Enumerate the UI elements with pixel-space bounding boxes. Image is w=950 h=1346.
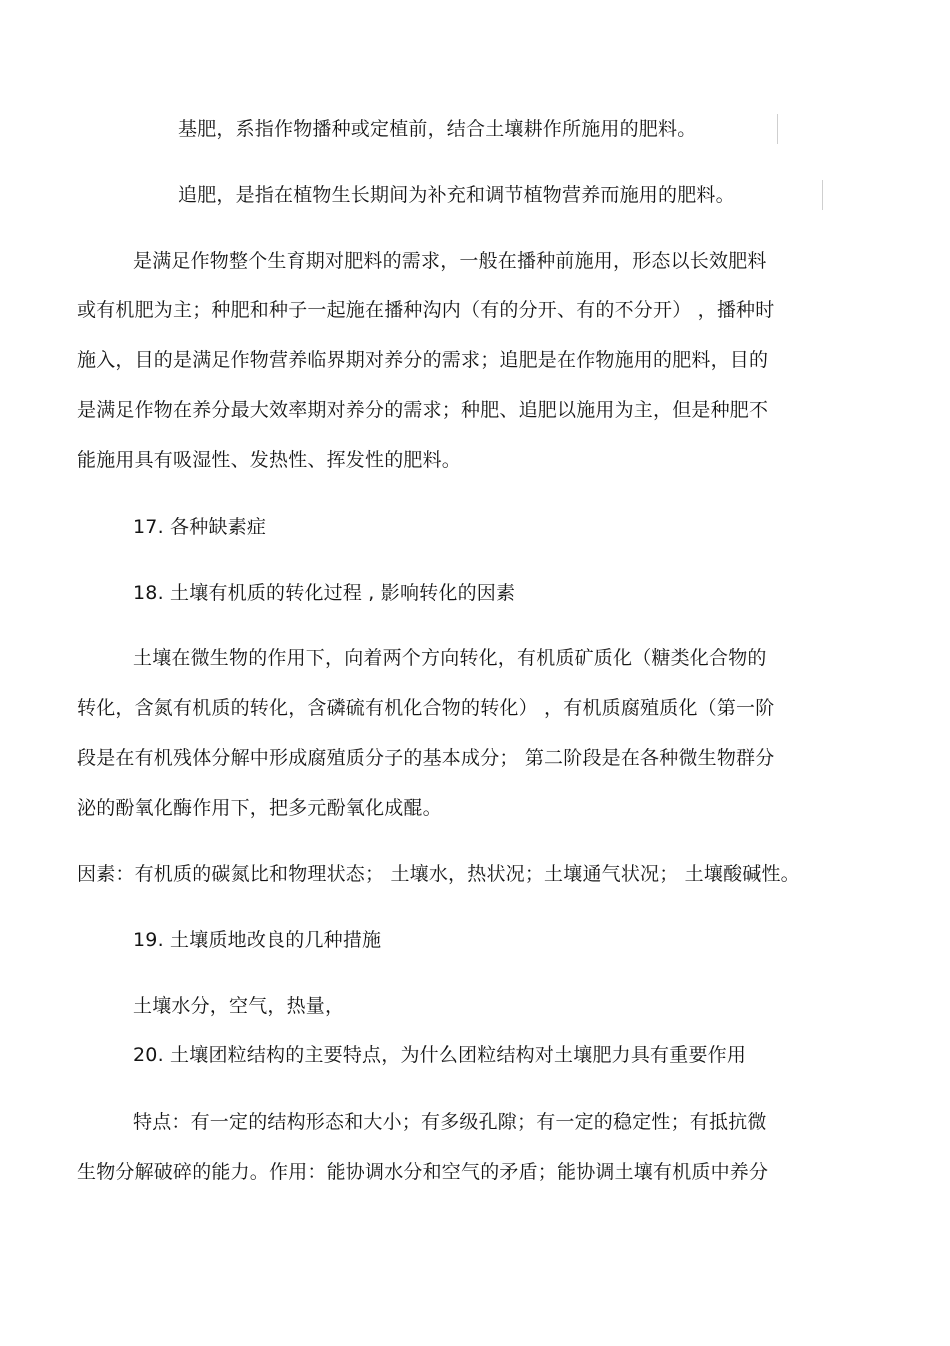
section-heading-18: 18. 土壤有机质的转化过程 , 影响转化的因素 [133, 582, 516, 604]
paragraph-line: 能施用具有吸湿性、发热性、挥发性的肥料。 [77, 449, 462, 471]
paragraph-line: 土壤水分，空气，热量， [133, 995, 345, 1017]
paragraph-line: 是满足作物整个生育期对肥料的需求，一般在播种前施用，形态以长效肥料 [133, 250, 767, 272]
paragraph-line: 泌的酚氧化酶作用下，把多元酚氧化成醌。 [77, 797, 442, 819]
section-heading-17: 17. 各种缺素症 [133, 516, 267, 538]
text-divider [777, 114, 778, 144]
paragraph-line: 转化，含氮有机质的转化，含磷硫有机化合物的转化） ，有机质腐殖质化（第一阶 [77, 697, 775, 719]
paragraph-line: 或有机肥为主；种肥和种子一起施在播种沟内（有的分开、有的不分开） ，播种时 [77, 299, 775, 321]
paragraph-line: 施入，目的是满足作物营养临界期对养分的需求；追肥是在作物施用的肥料，目的 [77, 349, 769, 371]
paragraph-line: 段是在有机残体分解中形成腐殖质分子的基本成分； 第二阶段是在各种微生物群分 [77, 747, 775, 769]
paragraph-line: 生物分解破碎的能力。作用：能协调水分和空气的矛盾；能协调土壤有机质中养分 [77, 1161, 769, 1183]
paragraph-line: 是满足作物在养分最大效率期对养分的需求；种肥、追肥以施用为主，但是种肥不 [77, 399, 769, 421]
text-divider [822, 180, 823, 210]
factors-line: 因素：有机质的碳氮比和物理状态； 土壤水，热状况；土壤通气状况； 土壤酸碱性。 [77, 863, 800, 885]
paragraph-line: 特点：有一定的结构形态和大小；有多级孔隙；有一定的稳定性；有抵抗微 [133, 1111, 767, 1133]
section-heading-19: 19. 土壤质地改良的几种措施 [133, 929, 382, 951]
paragraph-line: 土壤在微生物的作用下，向着两个方向转化，有机质矿质化（糖类化合物的 [133, 647, 767, 669]
section-heading-20: 20. 土壤团粒结构的主要特点，为什么团粒结构对土壤肥力具有重要作用 [133, 1044, 747, 1066]
text-line-topdressing: 追肥，是指在植物生长期间为补充和调节植物营养而施用的肥料。 [178, 184, 735, 206]
text-line-basal-fertilizer: 基肥，系指作物播种或定植前，结合土壤耕作所施用的肥料。 [178, 118, 697, 140]
